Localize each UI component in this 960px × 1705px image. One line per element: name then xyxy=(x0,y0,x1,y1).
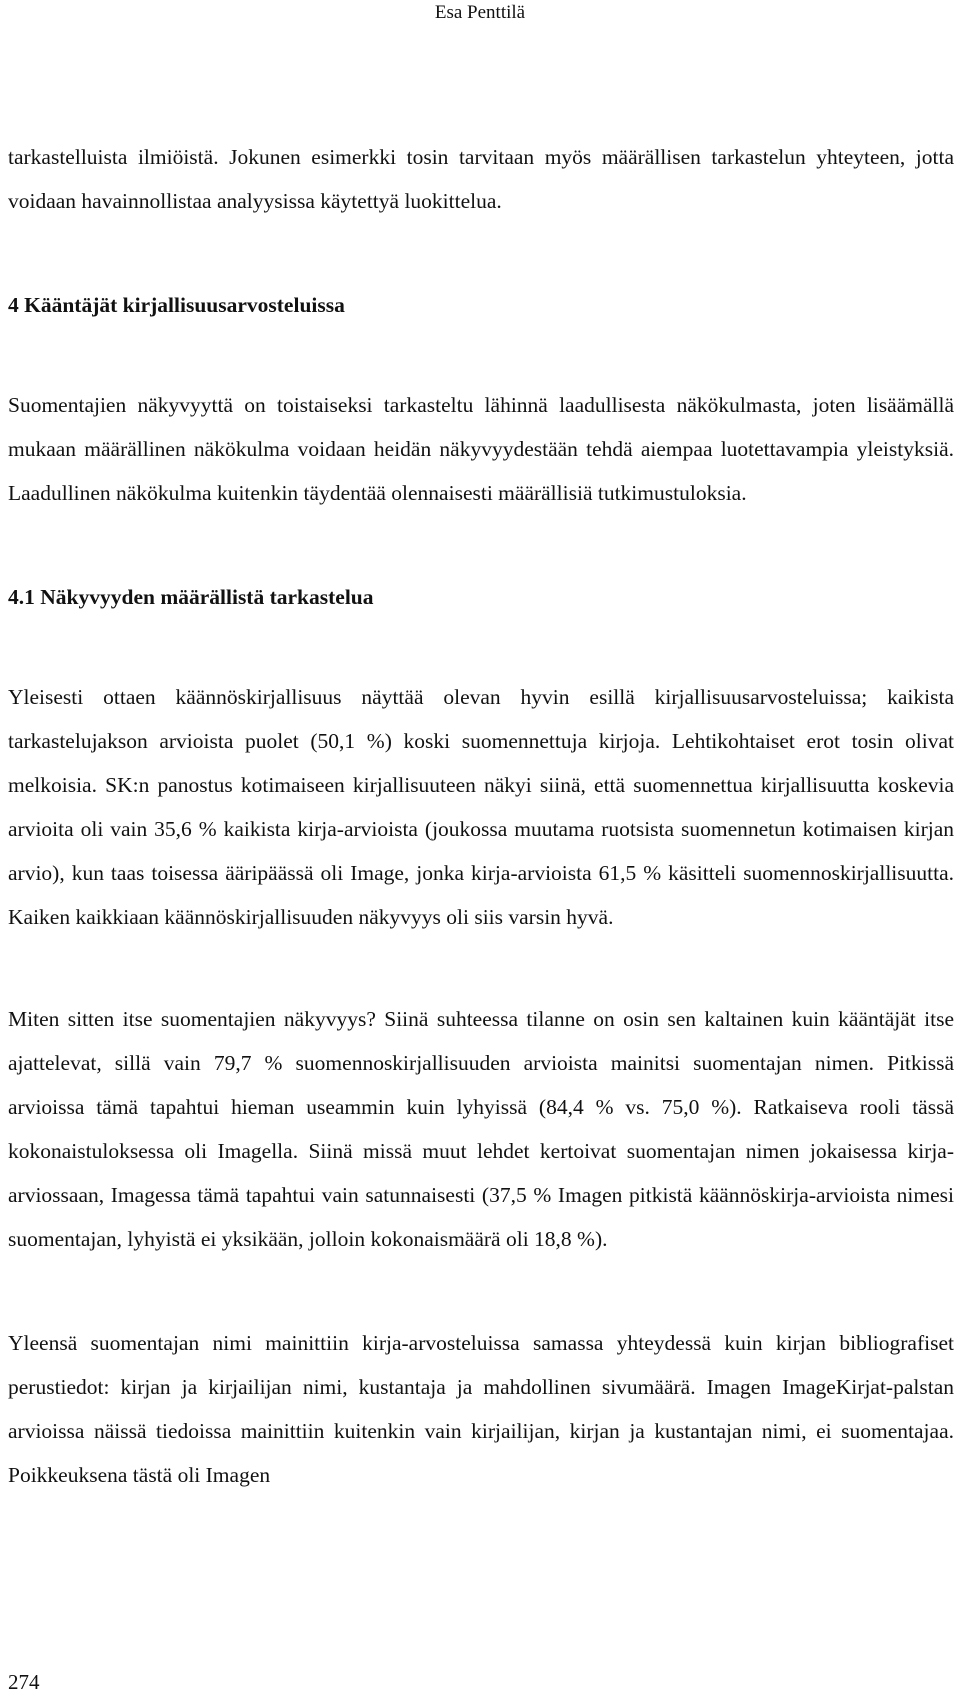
paragraph-section-4: Suomentajien näkyvyyttä on toistaiseksi tarkasteltu lähinnä laadullisesta näkökulmasta, joten lisäämällä mukaan määrällinen näkökulma voidaan heidän näkyvyydestään tehdä aiempaa luotettavampia yleistyksiä. Laadullinen näkökulma kuitenkin täydentää olennaisesti määrällisiä tutkimustuloksia. xyxy=(8,393,954,505)
page-number: 274 xyxy=(8,1670,40,1694)
subsection-heading-4-1: 4.1 Näkyvyyden määrällistä tarkastelua xyxy=(8,585,374,609)
page-body xyxy=(8,135,954,1497)
running-head-author: Esa Penttilä xyxy=(434,2,526,23)
paragraph-4-1-b: Miten sitten itse suomentajien näkyvyys? Siinä suhteessa tilanne on osin sen kaltainen kuin kääntäjät itse ajattelevat, sillä vain 79,7 % suomennoskirjallisuuden arvioista mainitsi suomentajan nimen. Pitkissä arvioissa tämä tapahtui hieman useammin kuin lyhyissä (84,4 % vs. 75,0 %). Ratkaiseva rooli tässä kokonaistuloksessa oli Imagella. Siinä missä muut lehdet kertoivat suomentajan nimen jokaisessa kirja-arviossaan, Imagessa tämä tapahtui vain satunnaisesti (37,5 % Imagen pitkistä käännöskirja-arvioista nimesi suomentajan, lyhyistä ei yksikään, jolloin kokonaismäärä oli 18,8 %). xyxy=(8,1007,954,1251)
paragraph-intro: tarkastelluista ilmiöistä. Jokunen esimerkki tosin tarvitaan myös määrällisen tarkastelun yhteyteen, jotta voidaan havainnollistaa analyysissa käytettyä luokittelua. xyxy=(8,145,954,213)
paragraph-4-1-a: Yleisesti ottaen käännöskirjallisuus näyttää olevan hyvin esillä kirjallisuusarvosteluissa; kaikista tarkastelujakson arvioista puolet (50,1 %) koski suomennettuja kirjoja. Lehtikohtaiset erot tosin olivat melkoisia. SK:n panostus kotimaiseen kirjallisuuteen näkyi siinä, että suomennettua kirjallisuutta koskevia arvioita oli vain 35,6 % kaikista kirja-arvioista (joukossa muutama ruotsista suomennetun kotimaisen kirjan arvio), kun taas toisessa ääripäässä oli Image, jonka kirja-arvioista 61,5 % käsitteli suomennoskirjallisuutta. Kaiken kaikkiaan käännöskirjallisuuden näkyvyys oli siis varsin hyvä. xyxy=(8,685,954,929)
section-heading-4: 4 Kääntäjät kirjallisuusarvosteluissa xyxy=(8,293,345,317)
paragraph-4-1-c: Yleensä suomentajan nimi mainittiin kirja-arvosteluissa samassa yhteydessä kuin kirjan bibliografiset perustiedot: kirjan ja kirjailijan nimi, kustantaja ja mahdollinen sivumäärä. Imagen ImageKirjat-palstan arvioissa näissä tiedoissa mainittiin kuitenkin vain kirjailijan, kirjan ja kustantajan nimi, ei suomentajaa. Poikkeuksena tästä oli Imagen xyxy=(8,1331,954,1487)
